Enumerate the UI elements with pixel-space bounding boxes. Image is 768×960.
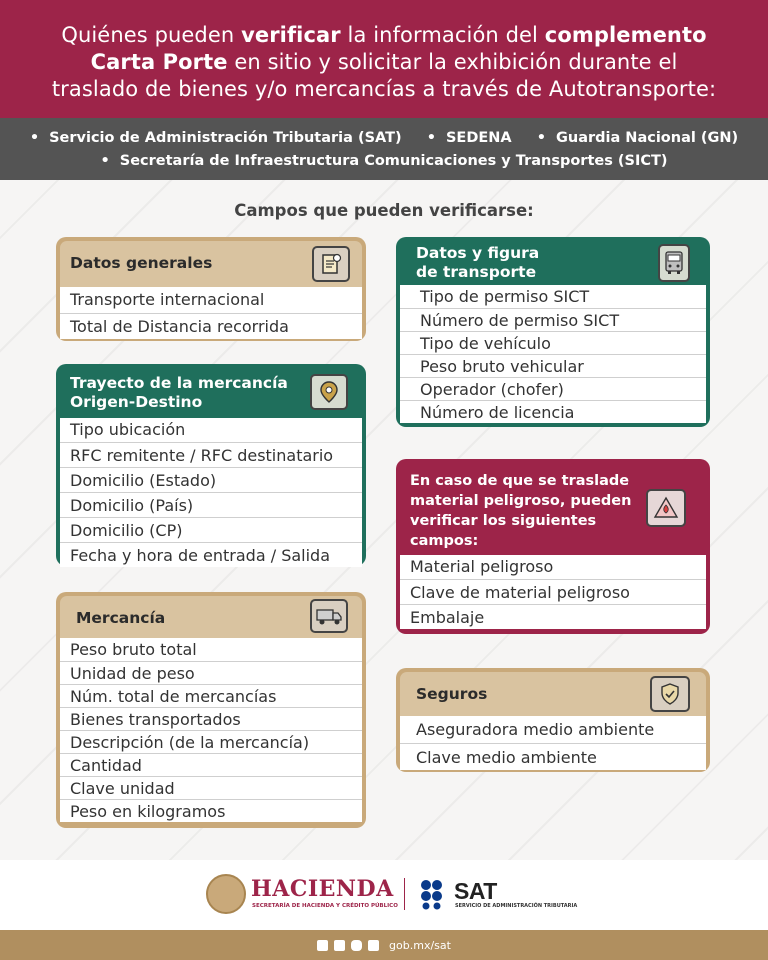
list-item: Fecha y hora de entrada / Salida (60, 542, 362, 567)
field-list (60, 638, 362, 822)
list-item: Tipo de permiso SICT (420, 287, 590, 306)
agencies-row-1 (0, 127, 768, 150)
location-pin-icon (310, 374, 348, 410)
agency-sict: • Secretaría de Infraestructura Comunicaciones y Transportes (SICT) (100, 153, 667, 169)
field-list (60, 418, 362, 567)
card-title: Datos y figura de transporte (416, 244, 540, 281)
card-material-peligroso (396, 459, 710, 634)
section-subtitle: Campos que pueden verificarse: (234, 201, 534, 220)
header-line-1: Quiénes pueden verificar la información del complemento (61, 23, 707, 47)
list-item: Peso bruto total (70, 640, 197, 659)
verifying-agencies-band (0, 118, 768, 180)
field-list (400, 285, 706, 423)
agency-sat: • Servicio de Administración Tributaria (SAT) (30, 130, 402, 146)
hacienda-logo-text: HACIENDA (251, 876, 394, 902)
list-item: Aseguradora medio ambiente (416, 720, 655, 739)
twitter-icon[interactable] (334, 940, 345, 951)
field-list (400, 555, 706, 629)
list-item: Descripción (de la mercancía) (60, 730, 362, 753)
card-transporte (396, 237, 710, 427)
list-item: Embalaje (400, 604, 706, 629)
card-trayecto (56, 364, 366, 566)
sat-subtitle: SERVICIO DE ADMINISTRACIÓN TRIBUTARIA (455, 903, 578, 909)
list-item: Clave unidad (60, 776, 362, 799)
list-item: Peso bruto vehicular (400, 354, 706, 377)
card-title: Datos generales (70, 254, 213, 272)
footer-logos (0, 860, 768, 930)
hacienda-subtitle: SECRETARÍA DE HACIENDA Y CRÉDITO PÚBLICO (252, 903, 398, 909)
logo-divider (404, 878, 405, 910)
shield-check-icon (650, 676, 690, 712)
list-item: Unidad de peso (60, 661, 362, 684)
facebook-icon[interactable] (317, 940, 328, 951)
list-item: Cantidad (60, 753, 362, 776)
card-title: En caso de que se traslade material peligroso, pueden verificar los siguientes campos: (410, 473, 632, 549)
card-mercancia (56, 592, 366, 828)
agency-sedena: • SEDENA (427, 130, 512, 146)
list-item: Total de Distancia recorrida (60, 313, 362, 339)
list-item: Núm. total de mercancías (60, 684, 362, 707)
bus-icon (658, 244, 690, 282)
list-item: Transporte internacional (70, 290, 265, 309)
list-item: Domicilio (País) (60, 492, 362, 517)
list-item: Clave medio ambiente (400, 743, 706, 770)
card-seguros (396, 668, 710, 772)
agencies-row-2 (0, 150, 768, 173)
header-line-2: Carta Porte en sitio y solicitar la exhibición durante el (90, 50, 678, 74)
field-list (60, 287, 362, 339)
truck-icon (310, 599, 348, 633)
list-item: Material peligroso (410, 557, 554, 576)
website-link[interactable]: gob.mx/sat (389, 938, 451, 952)
list-item: Domicilio (Estado) (60, 467, 362, 492)
card-title: Seguros (416, 685, 488, 703)
document-icon (312, 246, 350, 282)
list-item: Clave de material peligroso (400, 579, 706, 604)
sat-logo-text: SAT (454, 878, 497, 904)
list-item: RFC remitente / RFC destinatario (60, 442, 362, 467)
footer-social-bar (0, 930, 768, 960)
list-item: Tipo ubicación (70, 420, 186, 439)
list-item: Número de licencia (400, 400, 706, 423)
instagram-icon[interactable] (351, 940, 362, 951)
mexico-coat-of-arms-logo (206, 874, 246, 914)
list-item: Número de permiso SICT (400, 308, 706, 331)
list-item: Tipo de vehículo (400, 331, 706, 354)
field-list (400, 716, 706, 770)
hazard-fire-icon (646, 489, 686, 527)
list-item: Operador (chofer) (400, 377, 706, 400)
header-line-3: traslado de bienes y/o mercancías a través de Autotransporte: (51, 77, 717, 101)
header-banner (0, 0, 768, 118)
sat-dots-icon (420, 878, 450, 910)
card-datos-generales (56, 237, 366, 341)
agency-gn: • Guardia Nacional (GN) (537, 130, 739, 146)
list-item: Bienes transportados (60, 707, 362, 730)
list-item: Domicilio (CP) (60, 517, 362, 542)
card-title: Mercancía (76, 609, 166, 627)
youtube-icon[interactable] (368, 940, 379, 951)
list-item: Peso en kilogramos (60, 799, 362, 822)
card-title: Trayecto de la mercancía Origen-Destino (70, 374, 288, 411)
